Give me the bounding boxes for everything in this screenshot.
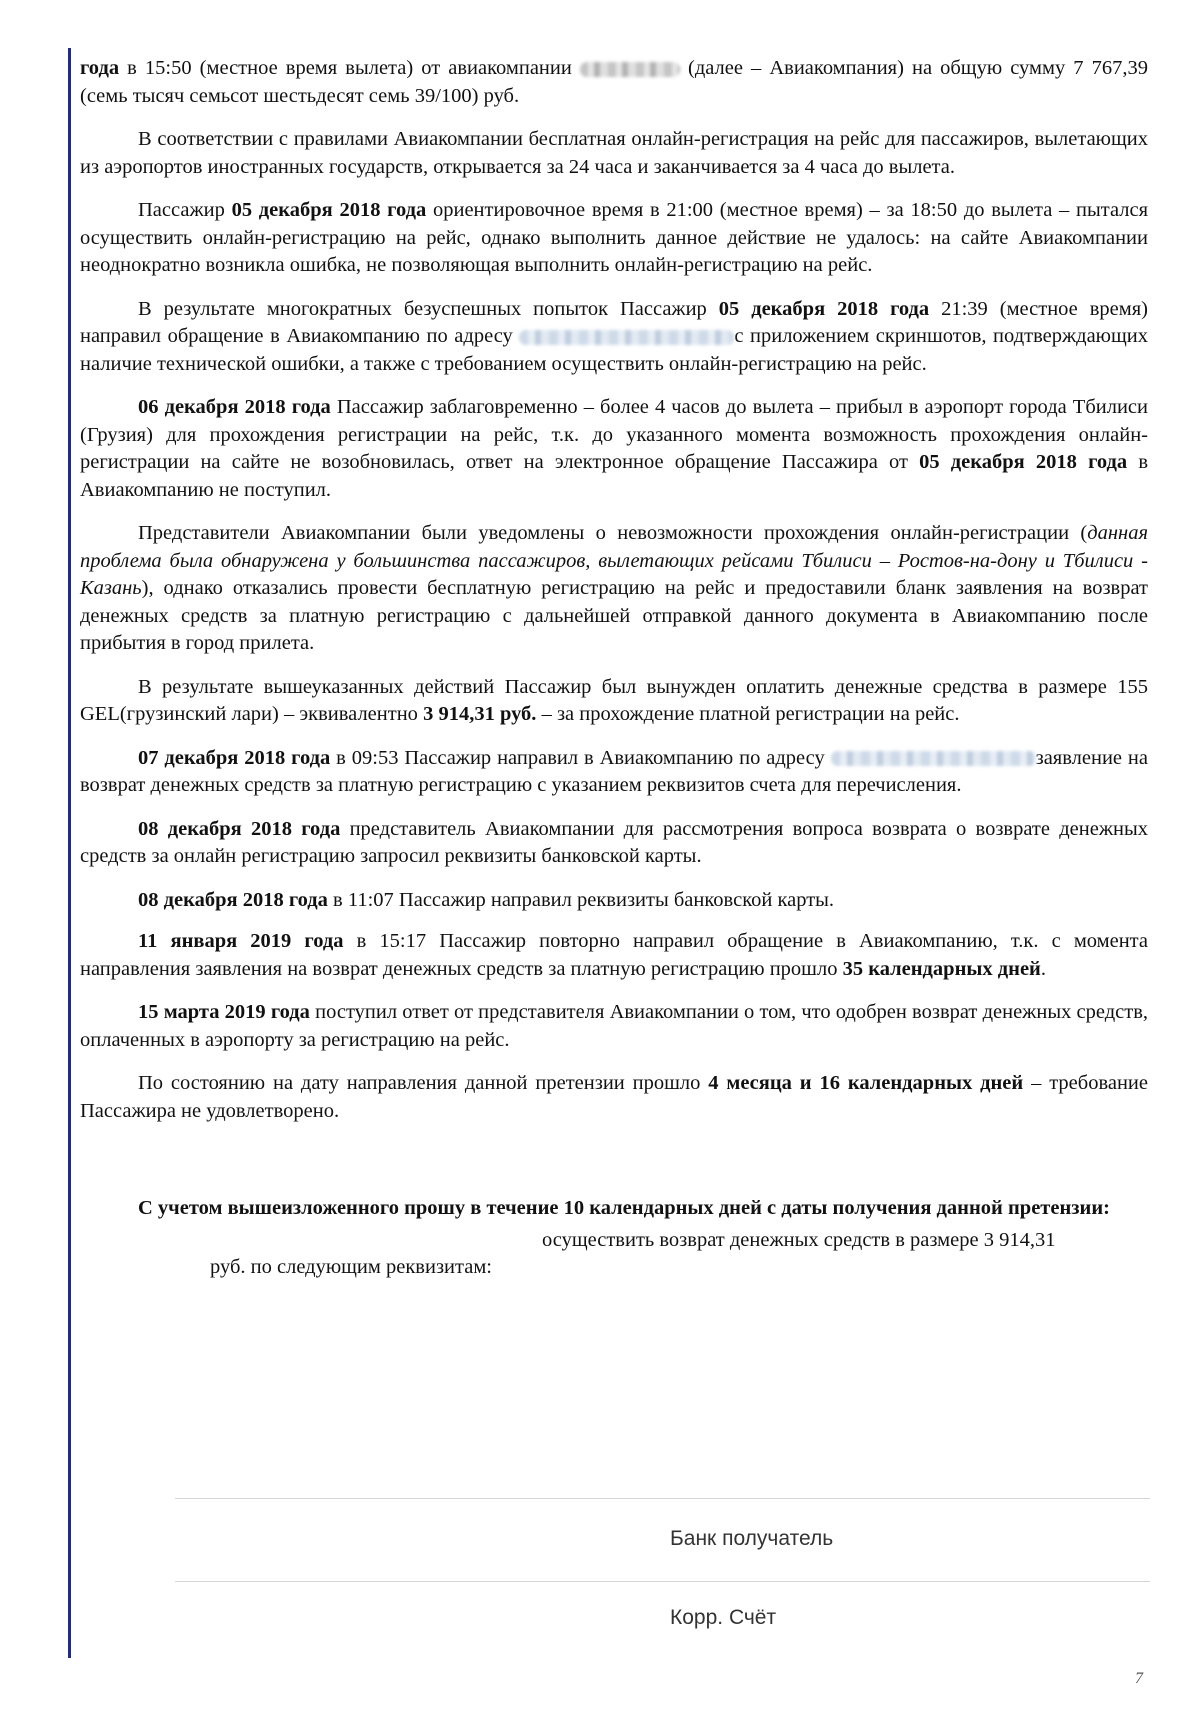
paragraph-card-details-sent: 08 декабря 2018 года в 11:07 Пассажир направил реквизиты банковской карты. — [138, 888, 835, 911]
request-heading: С учетом вышеизложенного прошу в течение 10 календарных дней с даты получения данной претензии: — [138, 1197, 1110, 1219]
corr-account-label: Корр. Счёт — [670, 1606, 777, 1629]
redacted-email-address — [519, 330, 734, 345]
paragraph-airline-representatives: Представители Авиакомпании были уведомлены о невозможности прохождения онлайн-регистрации (данная проблема была обнаружена у большинства пассажиров, вылетающих рейсами Тбилиси – Ростов-на-дону и Тбилиси - Казань), однако отказались провести бесплатную регистрацию на рейс и предоставили бланк заявления на возврат денежных средств за платную регистрацию с дальнейшей отправкой данного документа в Авиакомпанию после прибытия в город прилета. — [80, 522, 1148, 654]
form-divider-2 — [175, 1581, 1150, 1582]
form-divider — [175, 1498, 1150, 1499]
paragraph-claim-status: По состоянию на дату направления данной претензии прошло 4 месяца и 16 календарных дней – требование Пассажира не удовлетворено. — [80, 1072, 1148, 1122]
paragraph-complaint-sent: В результате многократных безуспешных попыток Пассажир 05 декабря 2018 года 21:39 (местное время) направил обращение в Авиакомпанию по адресу с приложением скриншотов, подтверждающих наличие технической ошибки, а также с требованием осуществить онлайн-регистрацию на рейс. — [80, 297, 1149, 375]
refund-amount-line: осуществить возврат денежных средств в размере 3 914,31 — [542, 1228, 1056, 1251]
request-section — [80, 1195, 1148, 1282]
bank-details-form — [175, 1498, 1155, 1630]
refund-details-line: руб. по следующим реквизитам: — [210, 1256, 492, 1278]
redacted-email-address-2 — [831, 751, 1036, 766]
paragraph-online-checkin-attempt: Пассажир 05 декабря 2018 года ориентировочное время в 21:00 (местное время) – за 18:50 до вылета – пытался осуществить онлайн-регистрацию на рейс, однако выполнить данное действие не удалось: на сайте Авиакомпании неоднократно возникла ошибка, не позволяющая выполнить онлайн-регистрацию на рейс. — [80, 199, 1148, 276]
paragraph-ticket-purchase: года в 15:50 (местное время вылета) от авиакомпании (далее – Авиакомпания) на общую сумму 7 767,39 (семь тысяч семьсот шестьдесят семь 39/100) руб. — [80, 57, 1148, 107]
paragraph-refund-approved: 15 марта 2019 года поступил ответ от представителя Авиакомпании о том, что одобрен возврат денежных средств, оплаченных в аэропорту за регистрацию на рейс. — [80, 1001, 1149, 1051]
paragraph-card-details-requested: 08 декабря 2018 года представитель Авиакомпании для рассмотрения вопроса возврата о возврате денежных средств за онлайн регистрацию запросил реквизиты банковской карты. — [80, 817, 1148, 867]
paragraph-refund-request: 07 декабря 2018 года в 09:53 Пассажир направил в Авиакомпанию по адресу заявление на возврат денежных средств за платную регистрацию с указанием реквизитов счета для перечисления. — [80, 746, 1148, 796]
bank-recipient-label: Банк получатель — [670, 1527, 834, 1550]
paragraph-checkin-rules: В соответствии с правилами Авиакомпании бесплатная онлайн-регистрация на рейс для пассажиров, вылетающих из аэропортов иностранных государств, открывается за 24 часа и заканчивается за 4 часа до вылета. — [80, 128, 1148, 178]
page-number: 7 — [1135, 1670, 1143, 1687]
left-margin-rule — [68, 48, 71, 1658]
paragraph-paid-registration: В результате вышеуказанных действий Пассажир был вынужден оплатить денежные средства в размере 155 GEL(грузинский лари) – эквивалентно 3 914,31 руб. – за прохождение платной регистрации на рейс. — [80, 675, 1148, 725]
paragraph-airport-arrival: 06 декабря 2018 года Пассажир заблаговременно – более 4 часов до вылета – прибыл в аэропорт города Тбилиси (Грузия) для прохождения регистрации на рейс, т.к. до указанного момента возможность прохождения онлайн-регистрации на сайте не возобновилась, ответ на электронное обращение Пассажира от 05 декабря 2018 года в Авиакомпанию не поступил. — [80, 396, 1149, 501]
document-body — [80, 55, 1148, 1282]
paragraph-repeat-complaint: 11 января 2019 года в 15:17 Пассажир повторно направил обращение в Авиакомпанию, т.к. с момента направления заявления на возврат денежных средств за платную регистрацию прошло 35 календарных дней. — [80, 930, 1148, 980]
redacted-airline-name — [580, 62, 680, 77]
